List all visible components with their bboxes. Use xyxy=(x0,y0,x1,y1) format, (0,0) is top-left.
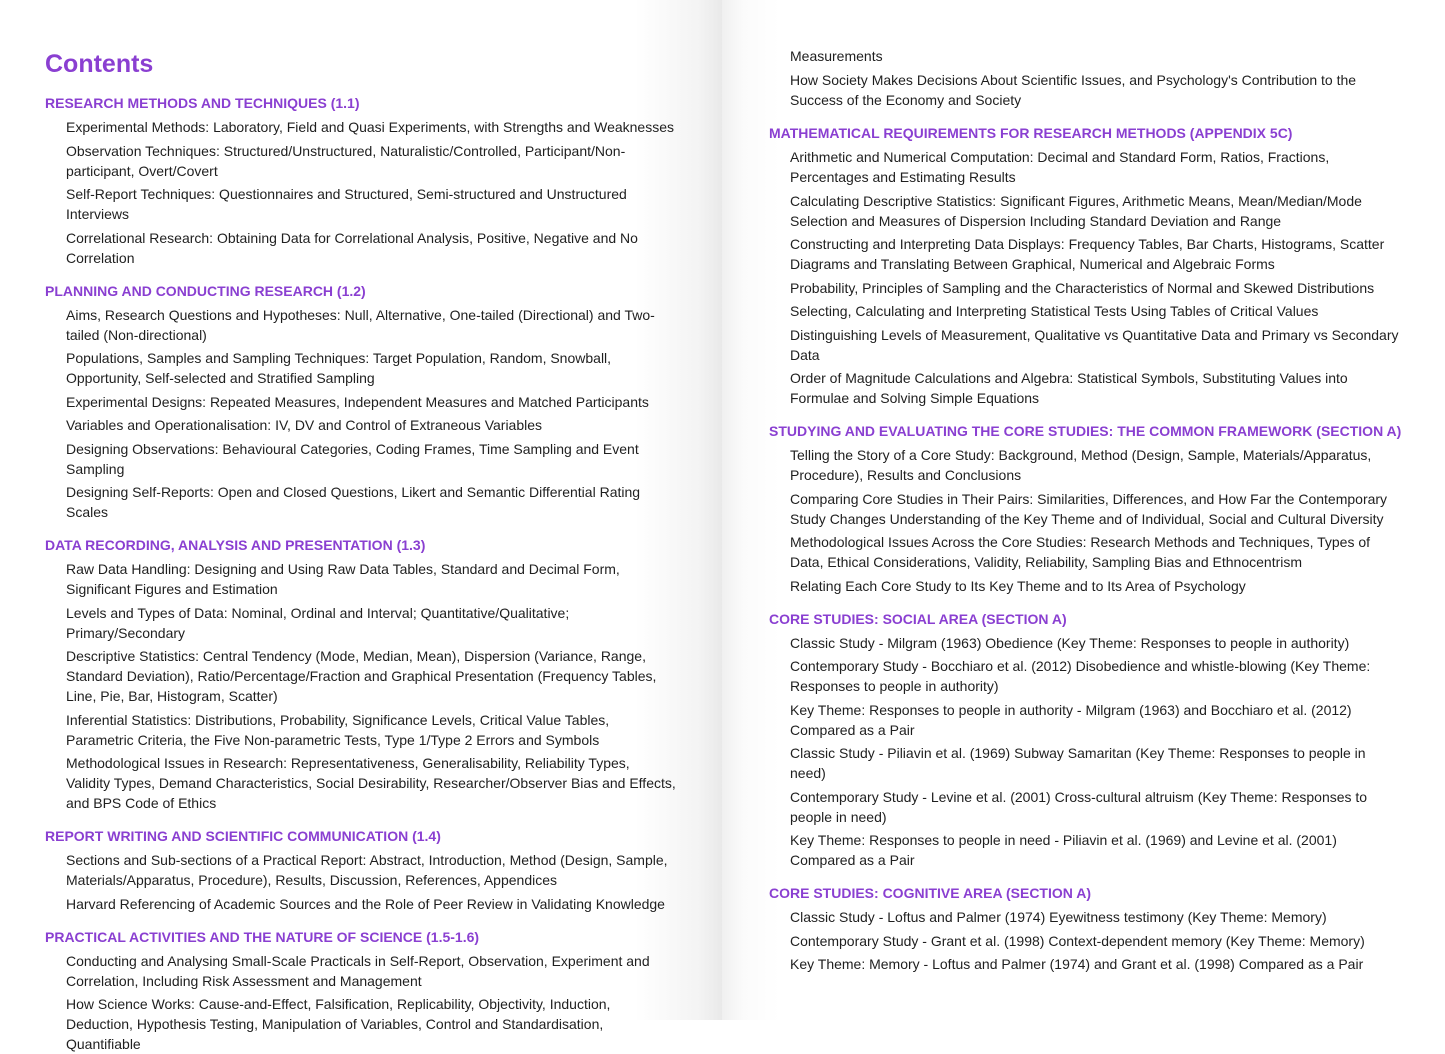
contents-entry[interactable]: Classic Study - Piliavin et al. (1969) Subway Samaritan (Key Theme: Responses to people in need) xyxy=(790,743,1402,783)
contents-entry[interactable]: How Science Works: Cause-and-Effect, Falsification, Replicability, Objectivity, Induction, Deduction, Hypothesis Testing, Manipulation of Variables, Control and Standardisation, Quantifiable xyxy=(66,994,676,1054)
contents-entry[interactable]: Calculating Descriptive Statistics: Significant Figures, Arithmetic Means, Mean/Median/Mode Selection and Measures of Dispersion Including Standard Deviation and Range xyxy=(790,191,1402,231)
contents-entry[interactable]: Self-Report Techniques: Questionnaires and Structured, Semi-structured and Unstructured Interviews xyxy=(66,184,676,224)
contents-entry[interactable]: Variables and Operationalisation: IV, DV and Control of Extraneous Variables xyxy=(66,415,676,435)
contents-entry[interactable]: Correlational Research: Obtaining Data for Correlational Analysis, Positive, Negative and No Correlation xyxy=(66,228,676,268)
section-entries xyxy=(45,559,722,813)
contents-entry[interactable]: Comparing Core Studies in Their Pairs: Similarities, Differences, and How Far the Contemporary Study Changes Understanding of the Key Theme and of Individual, Social and Cultural Diversity xyxy=(790,489,1402,529)
contents-title: Contents xyxy=(45,48,722,80)
section-entries xyxy=(769,633,1445,871)
section-entries xyxy=(769,147,1445,408)
contents-entry[interactable]: Raw Data Handling: Designing and Using Raw Data Tables, Standard and Decimal Form, Significant Figures and Estimation xyxy=(66,559,676,599)
right-sections xyxy=(769,124,1445,974)
contents-entry[interactable]: Telling the Story of a Core Study: Background, Method (Design, Sample, Materials/Apparatus, Procedure), Results and Conclusions xyxy=(790,445,1402,485)
contents-entry[interactable]: Order of Magnitude Calculations and Algebra: Statistical Symbols, Substituting Values into Formulae and Solving Simple Equations xyxy=(790,368,1402,408)
contents-entry[interactable]: Contemporary Study - Grant et al. (1998) Context-dependent memory (Key Theme: Memory) xyxy=(790,931,1402,951)
contents-entry[interactable]: Key Theme: Memory - Loftus and Palmer (1974) and Grant et al. (1998) Compared as a Pair xyxy=(790,954,1402,974)
section-entries xyxy=(769,907,1445,974)
section-heading-report-writing-and-scientific-communicat: REPORT WRITING AND SCIENTIFIC COMMUNICATION (1.4) xyxy=(45,827,722,845)
section-entries xyxy=(45,850,722,914)
section-heading-practical-activities-and-the-nature-of-s: PRACTICAL ACTIVITIES AND THE NATURE OF SCIENCE (1.5-1.6) xyxy=(45,928,722,946)
contents-entry[interactable]: How Society Makes Decisions About Scientific Issues, and Psychology's Contribution to the Success of the Economy and Society xyxy=(790,70,1402,110)
contents-entry[interactable]: Methodological Issues Across the Core Studies: Research Methods and Techniques, Types of Data, Ethical Considerations, Validity, Reliability, Sampling Bias and Ethnocentrism xyxy=(790,532,1402,572)
contents-entry[interactable]: Selecting, Calculating and Interpreting Statistical Tests Using Tables of Critical Values xyxy=(790,301,1402,321)
section-heading-studying-and-evaluating-the-core-studies: STUDYING AND EVALUATING THE CORE STUDIES: THE COMMON FRAMEWORK (SECTION A) xyxy=(769,422,1445,440)
section-entries xyxy=(45,117,722,268)
contents-entry[interactable]: Sections and Sub-sections of a Practical Report: Abstract, Introduction, Method (Design, Sample, Materials/Apparatus, Procedure), Results, Discussion, References, Appendices xyxy=(66,850,676,890)
section-heading-research-methods-and-techniques-1-1: RESEARCH METHODS AND TECHNIQUES (1.1) xyxy=(45,94,722,112)
contents-entry[interactable]: Designing Observations: Behavioural Categories, Coding Frames, Time Sampling and Event Sampling xyxy=(66,439,676,479)
contents-entry[interactable]: Methodological Issues in Research: Representativeness, Generalisability, Reliability Types, Validity Types, Demand Characteristics, Social Desirability, Researcher/Observer Bias and Effects, and BPS Code of Ethics xyxy=(66,753,676,813)
contents-entry[interactable]: Key Theme: Responses to people in authority - Milgram (1963) and Bocchiaro et al. (2012) Compared as a Pair xyxy=(790,700,1402,740)
contents-entry[interactable]: Distinguishing Levels of Measurement, Qualitative vs Quantitative Data and Primary vs Secondary Data xyxy=(790,325,1402,365)
contents-entry[interactable]: Classic Study - Milgram (1963) Obedience (Key Theme: Responses to people in authority) xyxy=(790,633,1402,653)
left-sections xyxy=(45,94,722,1054)
left-page xyxy=(0,0,722,1020)
section-heading-core-studies-social-area-section-a: CORE STUDIES: SOCIAL AREA (SECTION A) xyxy=(769,610,1445,628)
section-heading-data-recording-analysis-and-presentation: DATA RECORDING, ANALYSIS AND PRESENTATION (1.3) xyxy=(45,536,722,554)
continuation-entries xyxy=(769,46,1445,110)
contents-entry[interactable]: Experimental Methods: Laboratory, Field and Quasi Experiments, with Strengths and Weaknesses xyxy=(66,117,676,137)
contents-entry[interactable]: Classic Study - Loftus and Palmer (1974) Eyewitness testimony (Key Theme: Memory) xyxy=(790,907,1402,927)
contents-entry[interactable]: Conducting and Analysing Small-Scale Practicals in Self-Report, Observation, Experiment and Correlation, Including Risk Assessment and Management xyxy=(66,951,676,991)
contents-entry[interactable]: Populations, Samples and Sampling Techniques: Target Population, Random, Snowball, Opportunity, Self-selected and Stratified Sampling xyxy=(66,348,676,388)
contents-entry[interactable]: Inferential Statistics: Distributions, Probability, Significance Levels, Critical Value Tables, Parametric Criteria, the Five Non-parametric Tests, Type 1/Type 2 Errors and Symbols xyxy=(66,710,676,750)
contents-entry[interactable]: Measurements xyxy=(790,46,1402,66)
section-entries xyxy=(45,951,722,1054)
contents-entry[interactable]: Contemporary Study - Levine et al. (2001) Cross-cultural altruism (Key Theme: Responses to people in need) xyxy=(790,787,1402,827)
contents-entry[interactable]: Constructing and Interpreting Data Displays: Frequency Tables, Bar Charts, Histograms, Scatter Diagrams and Translating Between Graphical, Numerical and Algebraic Forms xyxy=(790,234,1402,274)
section-heading-planning-and-conducting-research-1-2: PLANNING AND CONDUCTING RESEARCH (1.2) xyxy=(45,282,722,300)
section-entries xyxy=(45,305,722,523)
contents-entry[interactable]: Harvard Referencing of Academic Sources and the Role of Peer Review in Validating Knowledge xyxy=(66,894,676,914)
contents-entry[interactable]: Key Theme: Responses to people in need - Piliavin et al. (1969) and Levine et al. (2001) Compared as a Pair xyxy=(790,830,1402,870)
contents-entry[interactable]: Arithmetic and Numerical Computation: Decimal and Standard Form, Ratios, Fractions, Percentages and Estimating Results xyxy=(790,147,1402,187)
contents-entry[interactable]: Observation Techniques: Structured/Unstructured, Naturalistic/Controlled, Participant/Non-participant, Overt/Covert xyxy=(66,141,676,181)
contents-entry[interactable]: Levels and Types of Data: Nominal, Ordinal and Interval; Quantitative/Qualitative; Primary/Secondary xyxy=(66,603,676,643)
contents-entry[interactable]: Relating Each Core Study to Its Key Theme and to Its Area of Psychology xyxy=(790,576,1402,596)
section-heading-mathematical-requirements-for-research-m: MATHEMATICAL REQUIREMENTS FOR RESEARCH METHODS (APPENDIX 5C) xyxy=(769,124,1445,142)
contents-entry[interactable]: Contemporary Study - Bocchiaro et al. (2012) Disobedience and whistle-blowing (Key Theme: Responses to people in authority) xyxy=(790,656,1402,696)
section-entries xyxy=(769,445,1445,596)
contents-entry[interactable]: Experimental Designs: Repeated Measures, Independent Measures and Matched Participants xyxy=(66,392,676,412)
section-heading-core-studies-cognitive-area-section-a: CORE STUDIES: COGNITIVE AREA (SECTION A) xyxy=(769,884,1445,902)
right-page xyxy=(722,0,1445,1020)
contents-entry[interactable]: Aims, Research Questions and Hypotheses: Null, Alternative, One-tailed (Directional) and Two-tailed (Non-directional) xyxy=(66,305,676,345)
contents-entry[interactable]: Probability, Principles of Sampling and the Characteristics of Normal and Skewed Distributions xyxy=(790,278,1402,298)
contents-entry[interactable]: Descriptive Statistics: Central Tendency (Mode, Median, Mean), Dispersion (Variance, Range, Standard Deviation), Ratio/Percentage/Fraction and Graphical Presentation (Frequency Tables, Line, Pie, Bar, Histogram, Scatter) xyxy=(66,646,676,706)
contents-entry[interactable]: Designing Self-Reports: Open and Closed Questions, Likert and Semantic Differential Rating Scales xyxy=(66,482,676,522)
